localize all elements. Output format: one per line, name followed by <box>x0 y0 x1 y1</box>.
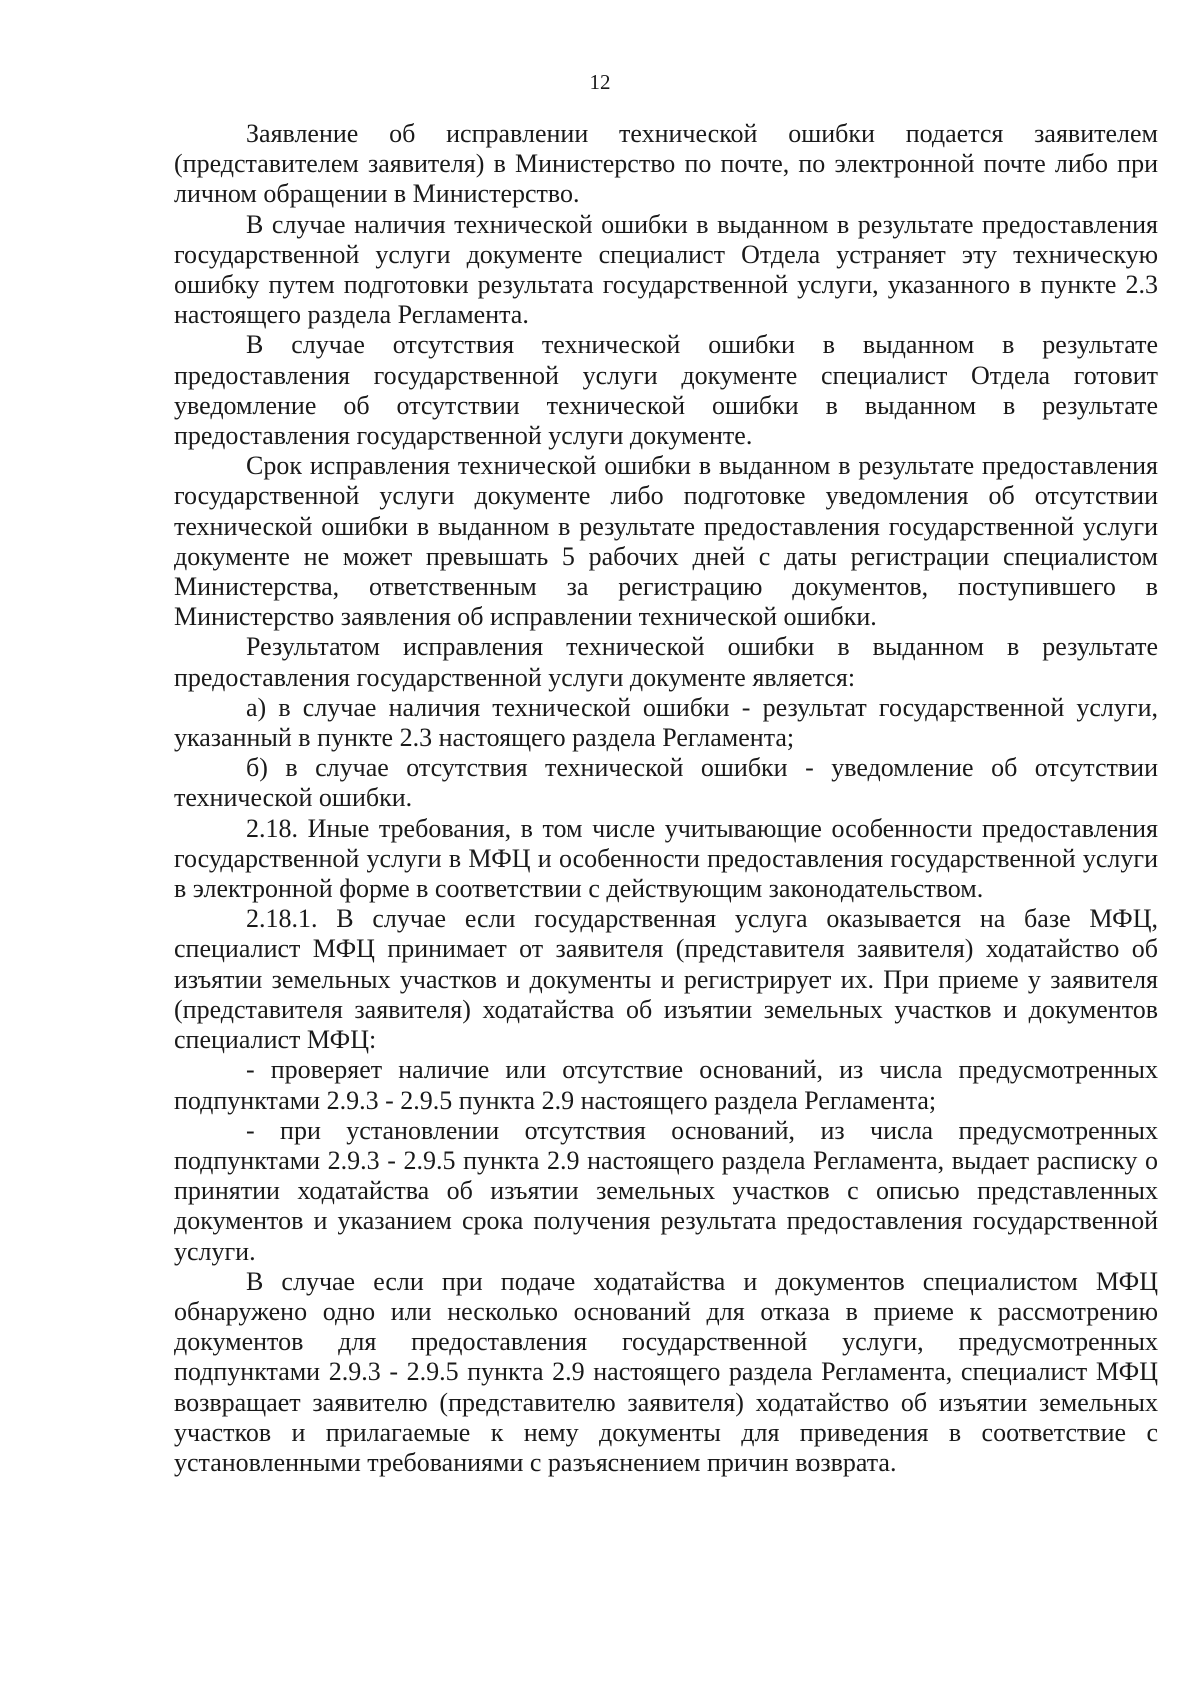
list-item: б) в случае отсутствия технической ошибки - уведомление об отсутствии технической ошибки. <box>174 753 1158 813</box>
paragraph: В случае отсутствия технической ошибки в выданном в результате предоставления государственной услуги документе специалист Отдела готовит уведомление об отсутствии технической ошибки в выданном в результате предоставления государственной услуги документе. <box>174 330 1158 451</box>
paragraph: Заявление об исправлении технической ошибки подается заявителем (представителем заявителя) в Министерство по почте, по электронной почте либо при личном обращении в Министерство. <box>174 119 1158 209</box>
paragraph: В случае наличия технической ошибки в выданном в результате предоставления государственной услуги документе специалист Отдела устраняет эту техническую ошибку путем подготовки результата государственной услуги, указанного в пункте 2.3 настоящего раздела Регламента. <box>174 209 1158 330</box>
page-number: 12 <box>589 70 611 94</box>
list-item: а) в случае наличия технической ошибки - результат государственной услуги, указанный в пункте 2.3 настоящего раздела Регламента; <box>174 692 1158 753</box>
paragraph: В случае если при подаче ходатайства и документов специалистом МФЦ обнаружено одно или несколько оснований для отказа в приеме к рассмотрению документов для предоставления государственной услуги, предусмотренных подпунктами 2.9.3 - 2.9.5 пункта 2.9 настоящего раздела Регламента, специалист МФЦ возвращает заявителю (представителю заявителя) ходатайство об изъятии земельных участков и прилагаемые к нему документы для приведения в соответствие с установленными требованиями с разъяснением причин возврата. <box>174 1266 1158 1477</box>
document-body <box>174 119 1158 1478</box>
paragraph: Результатом исправления технической ошибки в выданном в результате предоставления государственной услуги документе является: <box>174 632 1158 692</box>
section-paragraph: 2.18. Иные требования, в том числе учитывающие особенности предоставления государственной услуги в МФЦ и особенности предоставления государственной услуги в электронной форме в соответствии с действующим законодательством. <box>174 813 1158 904</box>
section-paragraph: 2.18.1. В случае если государственная услуга оказывается на базе МФЦ, специалист МФЦ принимает от заявителя (представителя заявителя) ходатайство об изъятии земельных участков и документы и регистрирует их. При приеме у заявителя (представителя заявителя) ходатайства об изъятии земельных участков и документов специалист МФЦ: <box>174 904 1158 1055</box>
list-item: - проверяет наличие или отсутствие оснований, из числа предусмотренных подпунктами 2.9.3 - 2.9.5 пункта 2.9 настоящего раздела Регламента; <box>174 1055 1158 1115</box>
list-item: - при установлении отсутствия оснований, из числа предусмотренных подпунктами 2.9.3 - 2.9.5 пункта 2.9 настоящего раздела Регламента, выдает расписку о принятии ходатайства об изъятии земельных участков с описью представленных документов и указанием срока получения результата предоставления государственной услуги. <box>174 1115 1158 1266</box>
paragraph: Срок исправления технической ошибки в выданном в результате предоставления государственной услуги документе либо подготовке уведомления об отсутствии технической ошибки в выданном в результате предоставления государственной услуги документе не может превышать 5 рабочих дней с даты регистрации специалистом Министерства, ответственным за регистрацию документов, поступившего в Министерство заявления об исправлении технической ошибки. <box>174 451 1158 632</box>
